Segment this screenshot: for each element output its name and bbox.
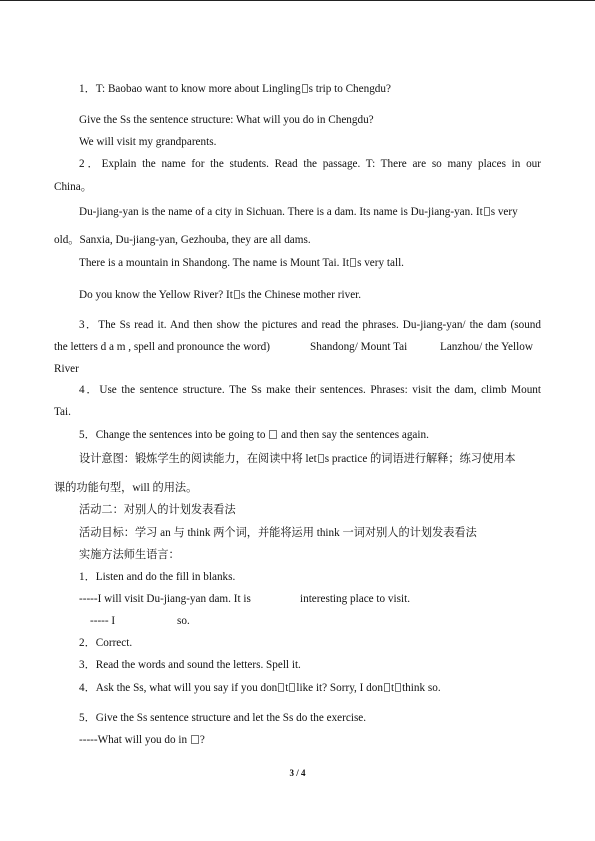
text-line-14: Tai. (54, 406, 71, 418)
text-segment: and then say the sentences again. (281, 429, 429, 441)
text-segment: 5．Change the sentences into be going to (79, 429, 266, 441)
missing-glyph-box (484, 207, 490, 216)
text-line-1 (79, 82, 391, 96)
text-line-28 (79, 733, 205, 747)
text-line-2: Give the Ss the sentence structure: What will you do in Chengdu? (79, 114, 374, 126)
missing-glyph-box (269, 430, 277, 439)
text-segment: 1．T: Baobao want to know more about Lingling (79, 83, 301, 95)
missing-glyph-box (318, 454, 324, 463)
text-line-11b: Shandong/ Mount Tai (310, 341, 408, 353)
text-line-27: 5．Give the Ss sentence structure and let the Ss do the exercise. (79, 712, 367, 724)
text-line-6 (79, 205, 518, 219)
text-line-3: We will visit my grandparents. (79, 136, 217, 148)
text-line-9 (79, 288, 361, 302)
text-segment: s very tall. (357, 257, 404, 269)
page-number: 3 / 4 (289, 768, 306, 778)
text-segment: like it? Sorry, I don (296, 682, 383, 694)
text-segment: There is a mountain in Shandong. The name is Mount Tai. It (79, 257, 350, 269)
text-line-17: 课的功能句型，will 的用法。 (54, 482, 198, 494)
missing-glyph-box (234, 290, 240, 299)
text-segment: s very (490, 206, 518, 218)
text-segment: s the Chinese mother river. (240, 289, 362, 301)
text-line-7: old。Sanxia, Du-jiang-yan, Gezhouba, they are all dams. (54, 234, 311, 246)
missing-glyph-box (289, 683, 295, 692)
text-line-10: 3．The Ss read it. And then show the pictures and read the phrases. Du-jiang-yan/ the dam (sound (79, 319, 541, 331)
text-line-24: 2．Correct. (79, 637, 133, 649)
missing-glyph-box (350, 258, 356, 267)
text-line-21: 1．Listen and do the fill in blanks. (79, 571, 236, 583)
text-line-15 (79, 428, 429, 442)
text-segment: think so. (402, 682, 441, 694)
text-line-8 (79, 256, 404, 270)
text-line-23b: so. (177, 615, 190, 627)
text-segment: Du-jiang-yan is the name of a city in Sichuan. There is a dam. Its name is Du-jiang-yan. It (79, 206, 483, 218)
text-segment: s practice 的词语进行解释；练习使用本 (324, 453, 516, 465)
text-line-22a: -----I will visit Du-jiang-yan dam. It is (79, 593, 251, 605)
text-line-19: 活动目标：学习 an 与 think 两个词，并能将运用 think 一词对别人的计划发表看法 (79, 527, 477, 539)
missing-glyph-box (302, 84, 308, 93)
text-line-11c: Lanzhou/ the Yellow (440, 341, 533, 353)
text-segment: 设计意图：锻炼学生的阅读能力，在阅读中将 let (79, 453, 317, 465)
text-segment: Do you know the Yellow River? It (79, 289, 233, 301)
text-line-20: 实施方法师生语言： (79, 549, 180, 561)
text-segment: t (390, 682, 395, 694)
text-line-13: 4．Use the sentence structure. The Ss make their sentences. Phrases: visit the dam, climb Mount (79, 384, 541, 396)
header-rule (0, 0, 595, 1)
text-line-5: China。 (54, 181, 92, 193)
text-segment: s trip to Chengdu? (308, 83, 391, 95)
text-segment: ? (199, 734, 205, 746)
text-line-23a: ----- I (90, 615, 116, 627)
text-segment: 4．Ask the Ss, what will you say if you don (79, 682, 278, 694)
text-line-12: River (54, 363, 79, 375)
text-line-26 (79, 681, 441, 695)
text-line-16 (79, 452, 516, 466)
missing-glyph-box (384, 683, 390, 692)
text-line-4: 2．Explain the name for the students. Read the passage. T: There are so many places in our (79, 158, 541, 170)
text-line-11a: the letters d a m , spell and pronounce the word) (54, 341, 270, 353)
missing-glyph-box (395, 683, 401, 692)
text-line-18: 活动二：对别人的计划发表看法 (79, 504, 236, 516)
text-segment: t (285, 682, 289, 694)
missing-glyph-box (191, 735, 199, 744)
text-line-25: 3．Read the words and sound the letters. Spell it. (79, 659, 301, 671)
text-line-22b: interesting place to visit. (300, 593, 410, 605)
missing-glyph-box (278, 683, 284, 692)
text-segment: -----What will you do in (79, 734, 188, 746)
